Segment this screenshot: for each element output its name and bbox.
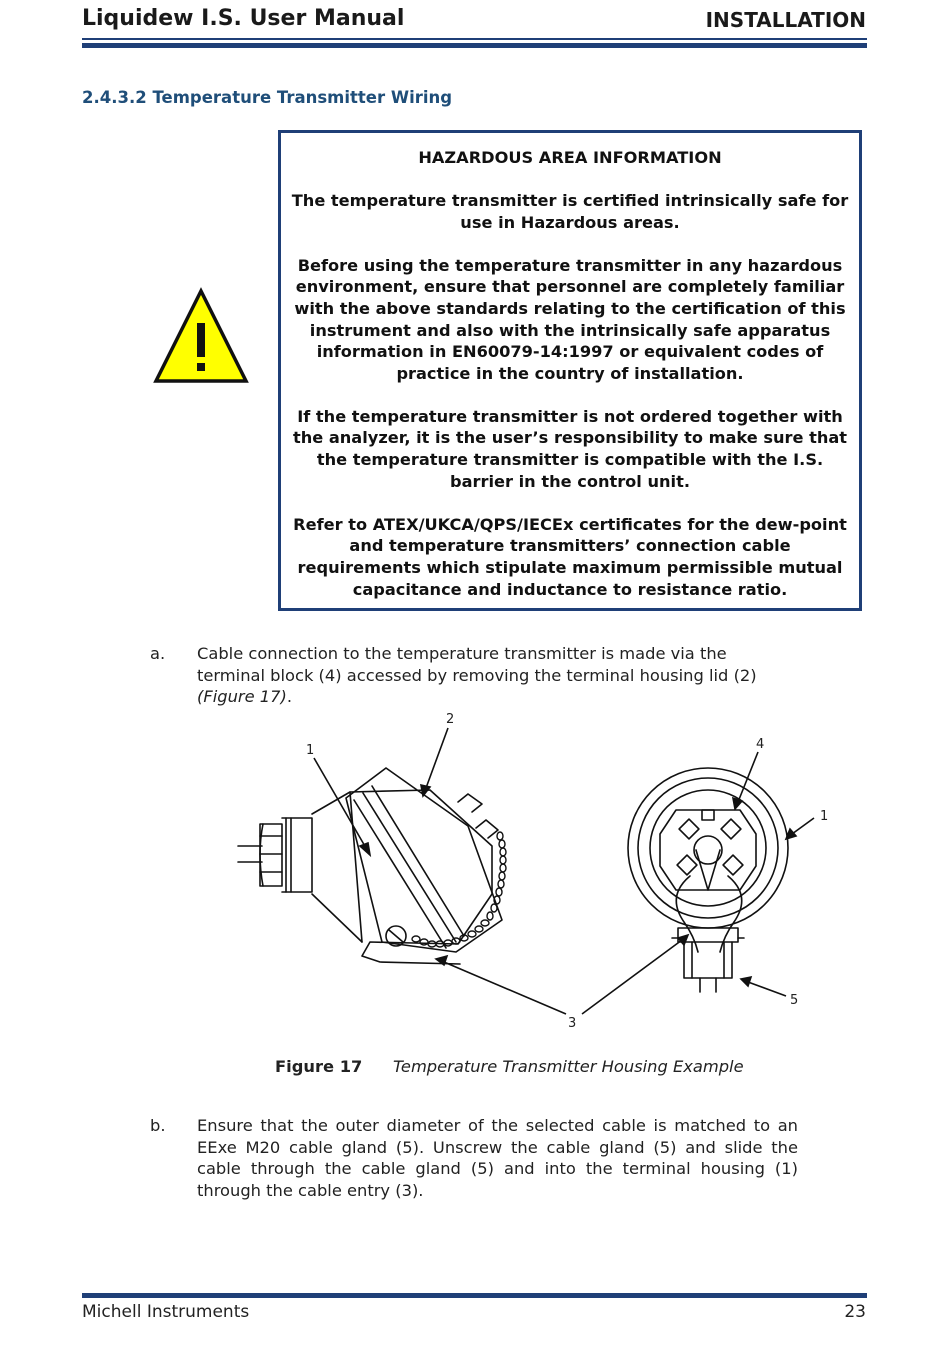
figure-reference: (Figure 17): [197, 687, 287, 707]
header-rule-thick: [82, 43, 867, 48]
hazard-paragraph: Before using the temperature transmitter in any hazardous environment, ensure that personnel are completely familiar with the above standards relating to the certification of this instrument and also with the intrinsically safe apparatus information in EN60079-14:1997 or equivalent codes of practice in the country of installation.: [294, 255, 846, 383]
page-number: 23: [844, 1302, 866, 1322]
figure-label: 3: [568, 1016, 577, 1031]
hazard-paragraph: Refer to ATEX/UKCA/QPS/IECEx certificates for the dew-point and temperature transmitters’ connection cable requirements which stipulate maximum permissible mutual capacitance and inductance to resistance ratio.: [293, 514, 847, 599]
figure-label: 1: [820, 809, 829, 824]
figure-label: 4: [756, 737, 765, 752]
step-text-main: Cable connection to the temperature transmitter is made via the terminal block (4) accessed by removing the terminal housing lid (2): [197, 644, 757, 685]
hazard-heading: HAZARDOUS AREA INFORMATION: [418, 148, 722, 167]
figure-label: 1: [306, 743, 315, 758]
section-title: 2.4.3.2 Temperature Transmitter Wiring: [82, 88, 453, 107]
footer-company: Michell Instruments: [82, 1302, 250, 1322]
footer-rule: [82, 1293, 867, 1298]
figure-label: 5: [790, 993, 799, 1008]
header-section: INSTALLATION: [705, 8, 866, 32]
header-title: Liquidew I.S. User Manual: [82, 6, 405, 31]
step-text-end: .: [286, 687, 293, 707]
step-text: [197, 643, 798, 708]
figure-number: Figure 17: [275, 1057, 363, 1076]
step-marker: a.: [150, 644, 166, 663]
header-rule-thin: [82, 38, 867, 40]
hazard-paragraph: If the temperature transmitter is not ordered together with the analyzer, it is the user’s responsibility to make sure that the temperature transmitter is compatible with the I.S. barrier in the control unit.: [292, 406, 848, 491]
hazard-box: [278, 130, 862, 611]
step-marker: b.: [150, 1116, 166, 1135]
figure-17-drawing: [230, 706, 830, 1036]
step-text: Ensure that the outer diameter of the selected cable is matched to an EExe M20 cable gland (5). Unscrew the cable gland (5) and slide the cable through the cable gland (5) and into the terminal housing (1) through the cable entry (3).: [197, 1116, 798, 1200]
figure-caption-text: Temperature Transmitter Housing Example: [393, 1057, 744, 1076]
figure-caption: [275, 1057, 744, 1076]
hazard-paragraph: The temperature transmitter is certified intrinsically safe for use in Hazardous areas.: [291, 191, 849, 232]
warning-triangle-icon: [152, 287, 250, 385]
figure-label: 2: [446, 712, 455, 727]
